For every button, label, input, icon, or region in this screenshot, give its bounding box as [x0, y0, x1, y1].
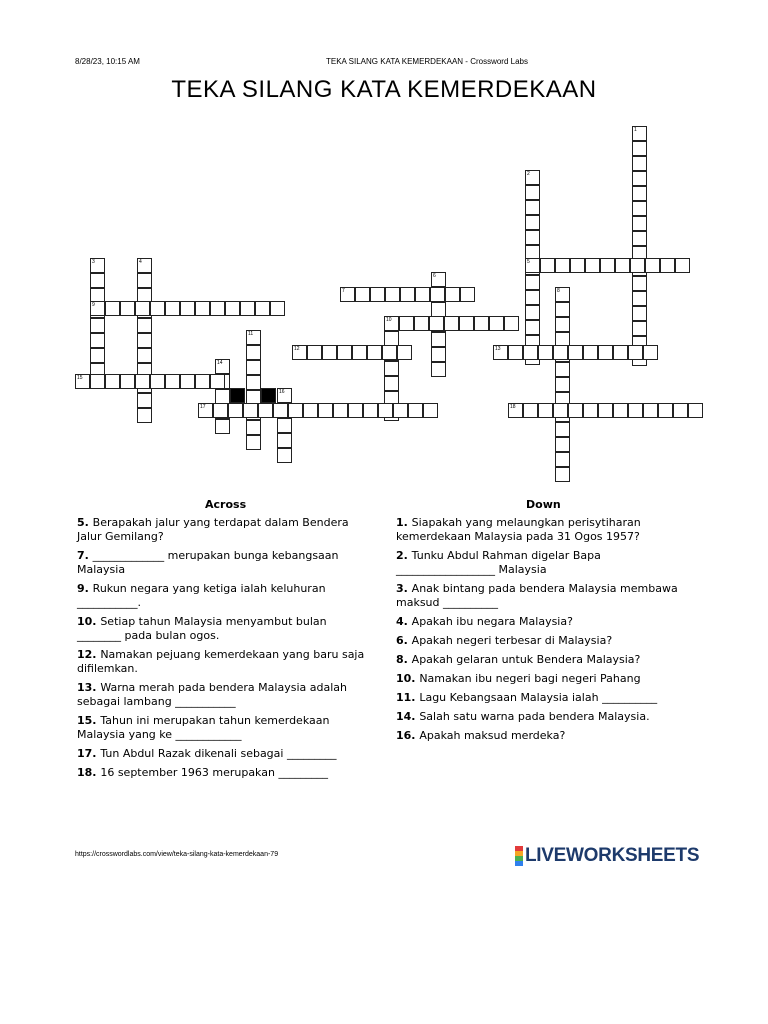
crossword-cell[interactable] — [429, 316, 444, 331]
crossword-cell[interactable] — [135, 301, 150, 316]
crossword-cell[interactable] — [307, 345, 322, 360]
crossword-cell[interactable] — [348, 403, 363, 418]
clue-text: Siapakah yang melaungkan perisytiharan kemerdekaan Malaysia pada 31 Ogos 1957? — [396, 516, 641, 543]
crossword-cell[interactable] — [165, 374, 180, 389]
across-clue — [77, 516, 372, 544]
crossword-cell[interactable] — [525, 215, 540, 230]
crossword-cell[interactable] — [540, 258, 555, 273]
crossword-cell[interactable] — [632, 126, 647, 141]
down-clue — [396, 634, 681, 648]
crossword-cell[interactable] — [367, 345, 382, 360]
crossword-cell[interactable] — [555, 258, 570, 273]
clue-number: 9. — [77, 582, 93, 595]
crossword-cell[interactable] — [555, 467, 570, 482]
crossword-cell[interactable] — [460, 287, 475, 302]
crossword-cell[interactable] — [525, 290, 540, 305]
crossword-cell[interactable] — [632, 156, 647, 171]
crossword-cell[interactable] — [555, 317, 570, 332]
crossword-cell[interactable] — [525, 185, 540, 200]
clue-text: _____________ merupakan bunga kebangsaan Malaysia — [77, 549, 339, 576]
cell-clue-number: 2 — [527, 171, 530, 177]
crossword-cell[interactable] — [378, 403, 393, 418]
crossword-cell[interactable] — [525, 320, 540, 335]
clue-text: Tun Abdul Razak dikenali sebagai _________ — [100, 747, 337, 760]
down-clue — [396, 710, 681, 724]
crossword-cell[interactable] — [288, 403, 303, 418]
across-clue — [77, 549, 372, 577]
crossword-cell[interactable] — [431, 347, 446, 362]
crossword-cell[interactable] — [137, 318, 152, 333]
crossword-cell[interactable] — [474, 316, 489, 331]
crossword-cell[interactable] — [525, 200, 540, 215]
crossword-cell[interactable] — [393, 403, 408, 418]
down-clue — [396, 672, 681, 686]
crossword-cell[interactable] — [165, 301, 180, 316]
across-clue — [77, 747, 372, 761]
crossword-cell[interactable] — [628, 403, 643, 418]
clue-number: 12. — [77, 648, 101, 661]
crossword-cell[interactable] — [370, 287, 385, 302]
crossword-cell[interactable] — [423, 403, 438, 418]
crossword-cell[interactable] — [444, 316, 459, 331]
crossword-cell[interactable] — [137, 258, 152, 273]
crossword-cell[interactable] — [240, 301, 255, 316]
crossword-cell[interactable] — [555, 302, 570, 317]
clue-text: Tahun ini merupakan tahun kemerdekaan Malaysia yang ke ____________ — [77, 714, 330, 741]
clue-number: 13. — [77, 681, 101, 694]
crossword-black-cell — [230, 388, 245, 403]
crossword-cell[interactable] — [215, 419, 230, 434]
down-clue — [396, 582, 681, 610]
crossword-cell[interactable] — [385, 287, 400, 302]
crossword-cell[interactable] — [632, 306, 647, 321]
crossword-cell[interactable] — [489, 316, 504, 331]
across-clue — [77, 648, 372, 676]
clue-number: 14. — [396, 710, 420, 723]
down-clue-list — [396, 516, 681, 748]
crossword-cell[interactable] — [598, 345, 613, 360]
clue-text: 16 september 1963 merupakan _________ — [100, 766, 328, 779]
print-page-title: TEKA SILANG KATA KEMERDEKAAN - Crossword Labs — [326, 57, 528, 66]
crossword-cell[interactable] — [213, 403, 228, 418]
down-clue — [396, 729, 681, 743]
crossword-cell[interactable] — [568, 345, 583, 360]
crossword-cell[interactable] — [246, 420, 261, 435]
crossword-cell[interactable] — [525, 230, 540, 245]
crossword-cell[interactable] — [150, 374, 165, 389]
clue-text: Apakah ibu negara Malaysia? — [411, 615, 573, 628]
clue-number: 1. — [396, 516, 412, 529]
crossword-cell[interactable] — [632, 171, 647, 186]
crossword-cell[interactable] — [525, 258, 540, 273]
crossword-cell[interactable] — [415, 287, 430, 302]
clue-text: Warna merah pada bendera Malaysia adalah sebagai lambang ___________ — [77, 681, 347, 708]
crossword-cell[interactable] — [303, 403, 318, 418]
page-title: TEKA SILANG KATA KEMERDEKAAN — [171, 76, 597, 103]
cell-clue-number: 9 — [92, 302, 95, 308]
crossword-cell[interactable] — [90, 258, 105, 273]
crossword-cell[interactable] — [246, 360, 261, 375]
crossword-cell[interactable] — [585, 258, 600, 273]
crossword-cell[interactable] — [555, 287, 570, 302]
crossword-cell[interactable] — [632, 276, 647, 291]
crossword-cell[interactable] — [673, 403, 688, 418]
clue-number: 2. — [396, 549, 412, 562]
cell-clue-number: 13 — [495, 346, 501, 352]
crossword-cell[interactable] — [632, 186, 647, 201]
crossword-cell[interactable] — [660, 258, 675, 273]
cell-clue-number: 8 — [557, 288, 560, 294]
crossword-black-cell — [261, 388, 276, 403]
cell-clue-number: 17 — [200, 404, 206, 410]
crossword-cell[interactable] — [210, 301, 225, 316]
crossword-cell[interactable] — [135, 374, 150, 389]
cell-clue-number: 3 — [92, 259, 95, 265]
crossword-cell[interactable] — [555, 452, 570, 467]
crossword-cell[interactable] — [538, 345, 553, 360]
crossword-cell[interactable] — [105, 374, 120, 389]
crossword-cell[interactable] — [431, 302, 446, 317]
crossword-cell[interactable] — [246, 435, 261, 450]
crossword-cell[interactable] — [658, 403, 673, 418]
crossword-cell[interactable] — [630, 258, 645, 273]
crossword-cell[interactable] — [195, 374, 210, 389]
crossword-cell[interactable] — [400, 287, 415, 302]
crossword-cell[interactable] — [318, 403, 333, 418]
clue-text: Berapakah jalur yang terdapat dalam Bendera Jalur Gemilang? — [77, 516, 349, 543]
crossword-cell[interactable] — [215, 359, 230, 374]
crossword-cell[interactable] — [555, 362, 570, 377]
crossword-cell[interactable] — [570, 258, 585, 273]
crossword-cell[interactable] — [137, 333, 152, 348]
crossword-cell[interactable] — [688, 403, 703, 418]
clue-text: Apakah maksud merdeka? — [419, 729, 566, 742]
crossword-cell[interactable] — [583, 345, 598, 360]
down-heading: Down — [526, 498, 561, 511]
crossword-cell[interactable] — [137, 273, 152, 288]
crossword-cell[interactable] — [643, 345, 658, 360]
crossword-cell[interactable] — [90, 333, 105, 348]
crossword-cell[interactable] — [632, 141, 647, 156]
crossword-cell[interactable] — [399, 316, 414, 331]
clue-number: 4. — [396, 615, 412, 628]
crossword-cell[interactable] — [337, 345, 352, 360]
crossword-cell[interactable] — [137, 348, 152, 363]
crossword-cell[interactable] — [90, 348, 105, 363]
crossword-cell[interactable] — [246, 345, 261, 360]
crossword-cell[interactable] — [523, 403, 538, 418]
clue-number: 6. — [396, 634, 412, 647]
crossword-cell[interactable] — [632, 291, 647, 306]
clue-text: Setiap tahun Malaysia menyambut bulan ________ pada bulan ogos. — [77, 615, 327, 642]
crossword-cell[interactable] — [632, 321, 647, 336]
crossword-cell[interactable] — [508, 403, 523, 418]
clue-number: 10. — [396, 672, 420, 685]
cell-clue-number: 18 — [510, 404, 516, 410]
crossword-cell[interactable] — [538, 403, 553, 418]
crossword-cell[interactable] — [195, 301, 210, 316]
crossword-cell[interactable] — [90, 318, 105, 333]
crossword-cell[interactable] — [408, 403, 423, 418]
across-clue — [77, 615, 372, 643]
crossword-cell[interactable] — [384, 316, 399, 331]
cell-clue-number: 10 — [386, 317, 392, 323]
liveworksheets-brand: LIVEWORKSHEETS — [525, 845, 700, 866]
crossword-cell[interactable] — [255, 301, 270, 316]
clue-text: Namakan pejuang kemerdekaan yang baru saja difilemkan. — [77, 648, 365, 675]
clue-number: 18. — [77, 766, 101, 779]
crossword-cell[interactable] — [397, 345, 412, 360]
cell-clue-number: 15 — [77, 375, 83, 381]
print-datetime: 8/28/23, 10:15 AM — [75, 57, 140, 66]
down-clue — [396, 615, 681, 629]
crossword-cell[interactable] — [75, 374, 90, 389]
crossword-cell[interactable] — [277, 448, 292, 463]
crossword-cell[interactable] — [525, 305, 540, 320]
cell-clue-number: 14 — [217, 360, 223, 366]
clue-number: 16. — [396, 729, 420, 742]
down-clue — [396, 549, 681, 577]
cell-clue-number: 6 — [433, 273, 436, 279]
crossword-cell[interactable] — [555, 377, 570, 392]
crossword-cell[interactable] — [430, 287, 445, 302]
crossword-cell[interactable] — [90, 273, 105, 288]
crossword-cell[interactable] — [384, 361, 399, 376]
crossword-cell[interactable] — [525, 170, 540, 185]
crossword-cell[interactable] — [355, 287, 370, 302]
crossword-cell[interactable] — [210, 374, 225, 389]
crossword-cell[interactable] — [632, 201, 647, 216]
crossword-cell[interactable] — [615, 258, 630, 273]
clue-number: 10. — [77, 615, 101, 628]
crossword-cell[interactable] — [228, 403, 243, 418]
crossword-cell[interactable] — [246, 375, 261, 390]
crossword-cell[interactable] — [504, 316, 519, 331]
crossword-grid — [0, 0, 768, 480]
clue-number: 3. — [396, 582, 412, 595]
down-clue — [396, 653, 681, 667]
across-clue — [77, 714, 372, 742]
clue-text: Salah satu warna pada bendera Malaysia. — [419, 710, 650, 723]
crossword-cell[interactable] — [431, 332, 446, 347]
crossword-cell[interactable] — [198, 403, 213, 418]
crossword-cell[interactable] — [643, 403, 658, 418]
cell-clue-number: 5 — [527, 259, 530, 265]
crossword-cell[interactable] — [493, 345, 508, 360]
crossword-cell[interactable] — [628, 345, 643, 360]
crossword-cell[interactable] — [613, 403, 628, 418]
across-clue-list — [77, 516, 372, 785]
logo-stripe — [515, 861, 523, 866]
cell-clue-number: 7 — [342, 288, 345, 294]
crossword-cell[interactable] — [277, 388, 292, 403]
clue-number: 17. — [77, 747, 101, 760]
crossword-cell[interactable] — [322, 345, 337, 360]
cell-clue-number: 1 — [634, 127, 637, 133]
down-clue — [396, 691, 681, 705]
crossword-cell[interactable] — [90, 374, 105, 389]
crossword-cell[interactable] — [243, 403, 258, 418]
crossword-cell[interactable] — [150, 301, 165, 316]
clue-text: Apakah gelaran untuk Bendera Malaysia? — [411, 653, 641, 666]
crossword-cell[interactable] — [613, 345, 628, 360]
crossword-cell[interactable] — [445, 287, 460, 302]
crossword-cell[interactable] — [120, 374, 135, 389]
crossword-cell[interactable] — [645, 258, 660, 273]
crossword-cell[interactable] — [523, 345, 538, 360]
crossword-cell[interactable] — [180, 301, 195, 316]
crossword-cell[interactable] — [508, 345, 523, 360]
clue-number: 11. — [396, 691, 420, 704]
crossword-cell[interactable] — [553, 403, 568, 418]
crossword-cell[interactable] — [600, 258, 615, 273]
crossword-cell[interactable] — [555, 422, 570, 437]
crossword-cell[interactable] — [340, 287, 355, 302]
crossword-cell[interactable] — [273, 403, 288, 418]
crossword-cell[interactable] — [675, 258, 690, 273]
crossword-cell[interactable] — [555, 437, 570, 452]
cell-clue-number: 12 — [294, 346, 300, 352]
crossword-cell[interactable] — [352, 345, 367, 360]
crossword-cell[interactable] — [632, 231, 647, 246]
clue-text: Tunku Abdul Rahman digelar Bapa __________________ Malaysia — [396, 549, 601, 576]
crossword-cell[interactable] — [382, 345, 397, 360]
crossword-cell[interactable] — [180, 374, 195, 389]
crossword-cell[interactable] — [431, 362, 446, 377]
clue-number: 8. — [396, 653, 412, 666]
across-heading: Across — [205, 498, 247, 511]
crossword-cell[interactable] — [225, 301, 240, 316]
clue-text: Apakah negeri terbesar di Malaysia? — [411, 634, 613, 647]
cell-clue-number: 16 — [279, 389, 285, 395]
source-url: https://crosswordlabs.com/view/teka-silang-kata-kemerdekaan-79 — [75, 851, 279, 858]
clue-text: Rukun negara yang ketiga ialah keluhuran ___________. — [77, 582, 326, 609]
clue-number: 15. — [77, 714, 101, 727]
crossword-cell[interactable] — [215, 389, 230, 404]
across-clue — [77, 681, 372, 709]
crossword-cell[interactable] — [363, 403, 378, 418]
across-clue — [77, 582, 372, 610]
crossword-cell[interactable] — [258, 403, 273, 418]
down-clue — [396, 516, 681, 544]
liveworksheets-icon — [515, 846, 523, 866]
across-clue — [77, 766, 372, 780]
crossword-cell[interactable] — [120, 301, 135, 316]
crossword-cell[interactable] — [277, 433, 292, 448]
crossword-cell[interactable] — [246, 330, 261, 345]
crossword-cell[interactable] — [632, 216, 647, 231]
crossword-cell[interactable] — [105, 301, 120, 316]
crossword-cell[interactable] — [384, 331, 399, 346]
crossword-cell[interactable] — [270, 301, 285, 316]
clue-text: Anak bintang pada bendera Malaysia membawa maksud __________ — [396, 582, 678, 609]
crossword-cell[interactable] — [90, 301, 105, 316]
clue-number: 7. — [77, 549, 93, 562]
crossword-cell[interactable] — [137, 408, 152, 423]
cell-clue-number: 4 — [139, 259, 142, 265]
clue-text: Namakan ibu negeri bagi negeri Pahang — [419, 672, 641, 685]
crossword-cell[interactable] — [333, 403, 348, 418]
crossword-cell[interactable] — [384, 376, 399, 391]
crossword-cell[interactable] — [568, 403, 583, 418]
liveworksheets-logo — [515, 845, 699, 867]
crossword-cell[interactable] — [598, 403, 613, 418]
crossword-cell[interactable] — [553, 345, 568, 360]
crossword-cell[interactable] — [525, 275, 540, 290]
crossword-cell[interactable] — [459, 316, 474, 331]
crossword-cell[interactable] — [583, 403, 598, 418]
cell-clue-number: 11 — [248, 331, 254, 337]
crossword-cell[interactable] — [431, 272, 446, 287]
crossword-cell[interactable] — [414, 316, 429, 331]
crossword-cell[interactable] — [277, 418, 292, 433]
crossword-cell[interactable] — [292, 345, 307, 360]
clue-number: 5. — [77, 516, 93, 529]
crossword-cell[interactable] — [137, 393, 152, 408]
clue-text: Lagu Kebangsaan Malaysia ialah __________ — [419, 691, 658, 704]
